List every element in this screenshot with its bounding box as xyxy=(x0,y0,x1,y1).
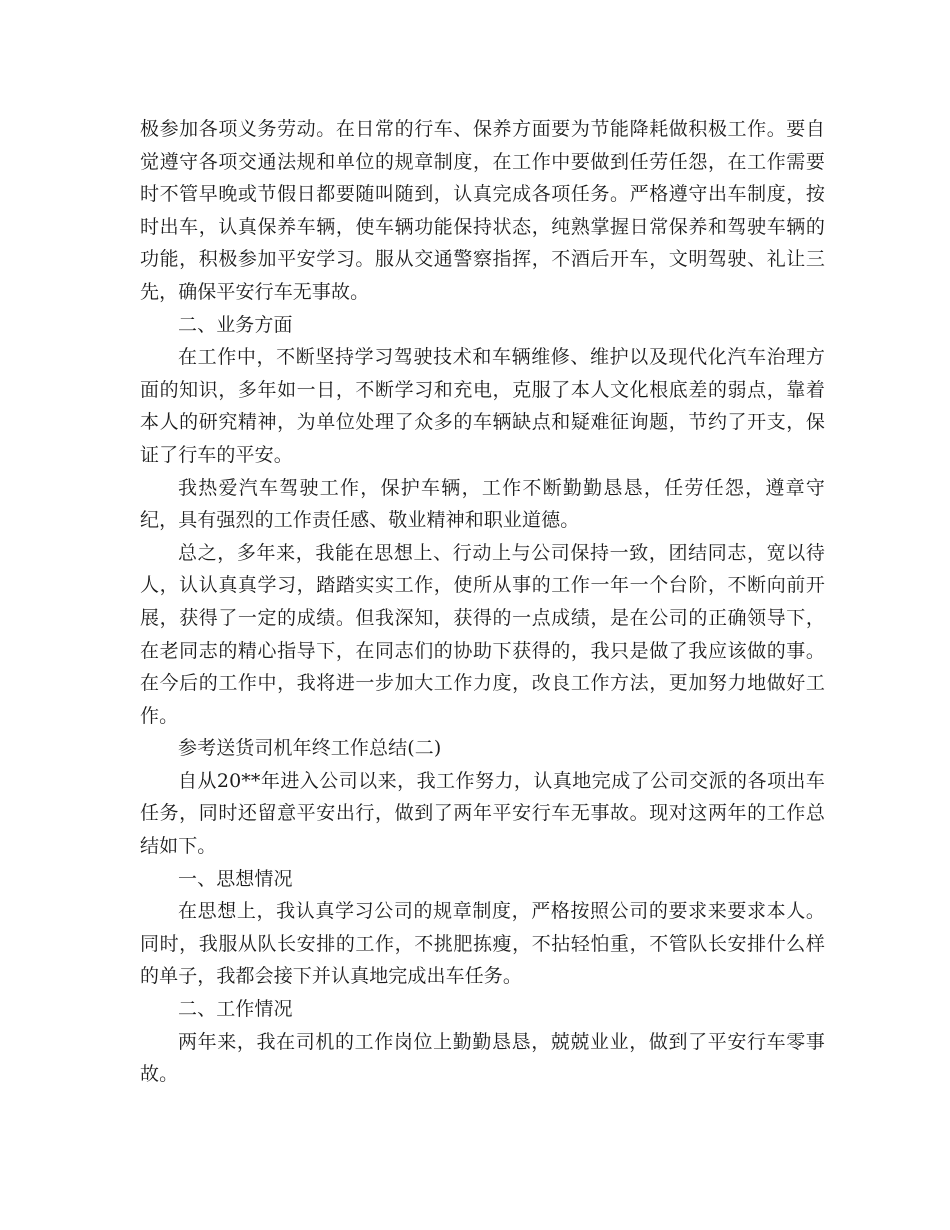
paragraph-intro: 自从20**年进入公司以来，我工作努力，认真地完成了公司交派的各项出车任务，同时还留意平安出行，做到了两年平安行车无事故。现对这两年的工作总结如下。 xyxy=(140,769,825,858)
document-body xyxy=(140,113,825,1091)
paragraph-love-driving: 我热爱汽车驾驶工作，保护车辆，工作不断勤勤恳恳，任劳任怨，遵章守纪，具有强烈的工作责任感、敬业精神和职业道德。 xyxy=(140,476,825,532)
paragraph-work: 两年来，我在司机的工作岗位上勤勤恳恳，兢兢业业，做到了平安行车零事故。 xyxy=(140,1030,825,1086)
section-heading-business: 二、业务方面 xyxy=(178,313,293,336)
paragraph-business-study: 在工作中，不断坚持学习驾驶技术和车辆维修、维护以及现代化汽车治理方面的知识，多年如一日，不断学习和充电，克服了本人文化根底差的弱点，靠着本人的研究精神，为单位处理了众多的车辆缺点和疑难征询题，节约了开支，保证了行车的平安。 xyxy=(140,346,825,466)
section-heading-work: 二、工作情况 xyxy=(178,998,293,1021)
document-subtitle: 参考送货司机年终工作总结(二) xyxy=(178,737,442,760)
paragraph-summary: 总之，多年来，我能在思想上、行动上与公司保持一致，团结同志，宽以待人，认认真真学习，踏踏实实工作，使所从事的工作一年一个台阶，不断向前开展，获得了一定的成绩。但我深知，获得的一点成绩，是在公司的正确领导下，在老同志的精心指导下，在同志们的协助下获得的，我只是做了我应该做的事。在今后的工作中，我将进一步加大工作力度，改良工作方法，更加努力地做好工作。 xyxy=(140,541,825,727)
section-heading-thought: 一、思想情况 xyxy=(178,867,293,890)
paragraph-thought: 在思想上，我认真学习公司的规章制度，严格按照公司的要求来要求本人。同时，我服从队长安排的工作，不挑肥拣瘦，不拈轻怕重，不管队长安排什么样的单子，我都会接下并认真地完成出车任务。 xyxy=(140,900,825,988)
paragraph-continuation: 极参加各项义务劳动。在日常的行车、保养方面要为节能降耗做积极工作。要自觉遵守各项交通法规和单位的规章制度，在工作中要做到任劳任怨，在工作需要时不管早晚或节假日都要随叫随到，认真完成各项任务。严格遵守出车制度，按时出车，认真保养车辆，使车辆功能保持状态，纯熟掌握日常保养和驾驶车辆的功能，积极参加平安学习。服从交通警察指挥，不酒后开车，文明驾驶、礼让三先，确保平安行车无事故。 xyxy=(140,118,825,303)
